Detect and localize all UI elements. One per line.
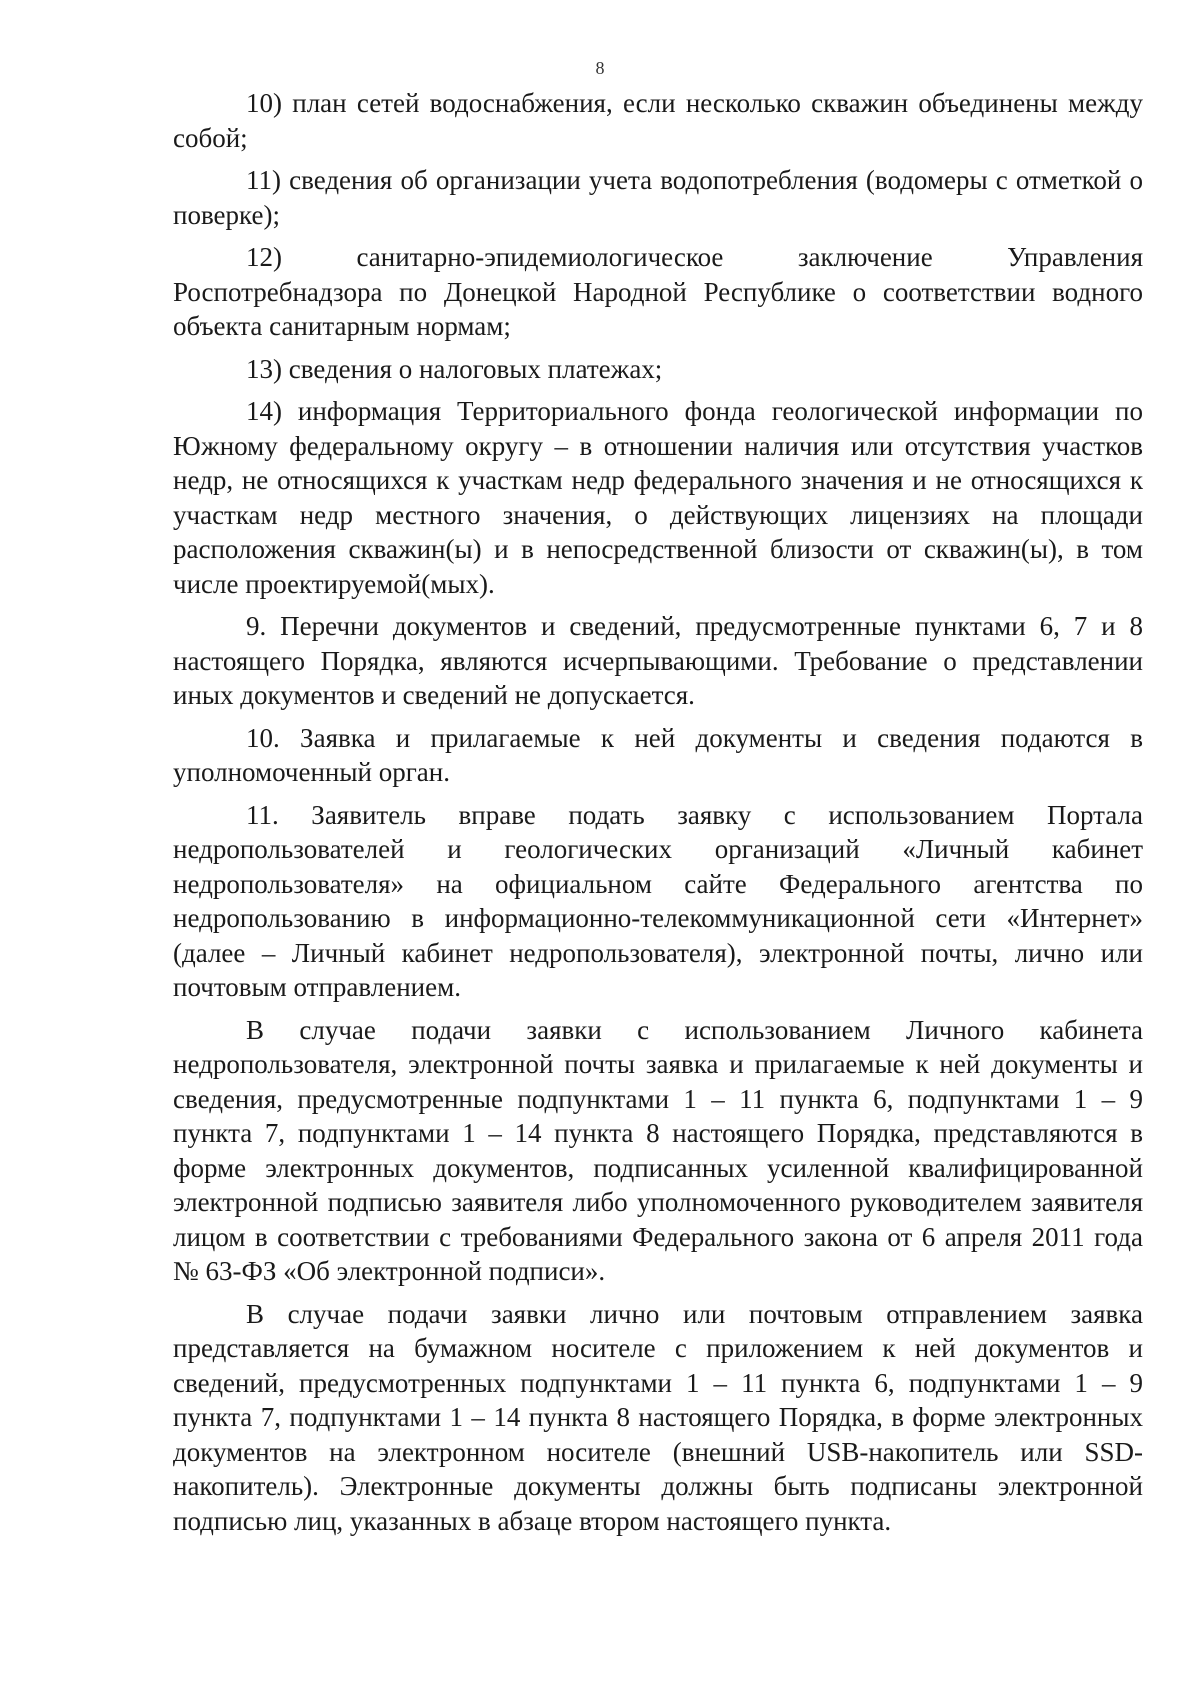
page-number: 8: [595, 58, 605, 78]
paragraph-item-10: 10) план сетей водоснабжения, если несколько скважин объединены между собой;: [173, 88, 1143, 153]
paragraph-electronic-submission: В случае подачи заявки с использованием Личного кабинета недропользователя, электронной почты заявка и прилагаемые к ней документы и сведения, предусмотренные подпунктами 1 – 11 пункта 6, подпунктами 1 – 9 пункта 7, подпунктами 1 – 14 пункта 8 настоящего Порядка, представляются в форме электронных документов, подписанных усиленной квалифицированной электронной подписью заявителя либо уполномоченного руководителем заявителя лицом в соответствии с требованиями Федерального закона от 6 апреля 2011 года № 63-ФЗ «Об электронной подписи».: [173, 1014, 1143, 1286]
paragraph-clause-9: 9. Перечни документов и сведений, предусмотренные пунктами 6, 7 и 8 настоящего Порядка, являются исчерпывающими. Требование о представлении иных документов и сведений не допускается.: [173, 611, 1143, 710]
paragraph-clause-10: 10. Заявка и прилагаемые к ней документы и сведения подаются в уполномоченный орган.: [173, 722, 1143, 787]
paragraph-paper-submission: В случае подачи заявки лично или почтовым отправлением заявка представляется на бумажном носителе с приложением к ней документов и сведений, предусмотренных подпунктами 1 – 11 пункта 6, подпунктами 1 – 9 пункта 7, подпунктами 1 – 14 пункта 8 настоящего Порядка, в форме электронных документов на электронном носителе (внешний USB-накопитель или SSD-накопитель). Электронные документы должны быть подписаны электронной подписью лиц, указанных в абзаце втором настоящего пункта.: [173, 1298, 1143, 1536]
paragraph-item-12: 12) санитарно-эпидемиологическое заключение Управления Роспотребнадзора по Донецкой Народной Республике о соответствии водного объекта санитарным нормам;: [173, 242, 1143, 341]
document-body: [173, 86, 1143, 1538]
paragraph-clause-11: 11. Заявитель вправе подать заявку с использованием Портала недропользователей и геологических организаций «Личный кабинет недропользователя» на официальном сайте Федерального агентства по недропользованию в информационно-телекоммуникационной сети «Интернет» (далее – Личный кабинет недропользователя), электронной почты, лично или почтовым отправлением.: [173, 799, 1143, 1002]
paragraph-item-13: 13) сведения о налоговых платежах;: [246, 353, 663, 384]
paragraph-item-11: 11) сведения об организации учета водопотребления (водомеры с отметкой о поверке);: [173, 165, 1143, 230]
paragraph-item-14: 14) информация Территориального фонда геологической информации по Южному федеральному округу – в отношении наличия или отсутствия участков недр, не относящихся к участкам недр федерального значения и не относящихся к участкам недр местного значения, о действующих лицензиях на площади расположения скважин(ы) и в непосредственной близости от скважин(ы), в том числе проектируемой(мых).: [173, 396, 1143, 599]
